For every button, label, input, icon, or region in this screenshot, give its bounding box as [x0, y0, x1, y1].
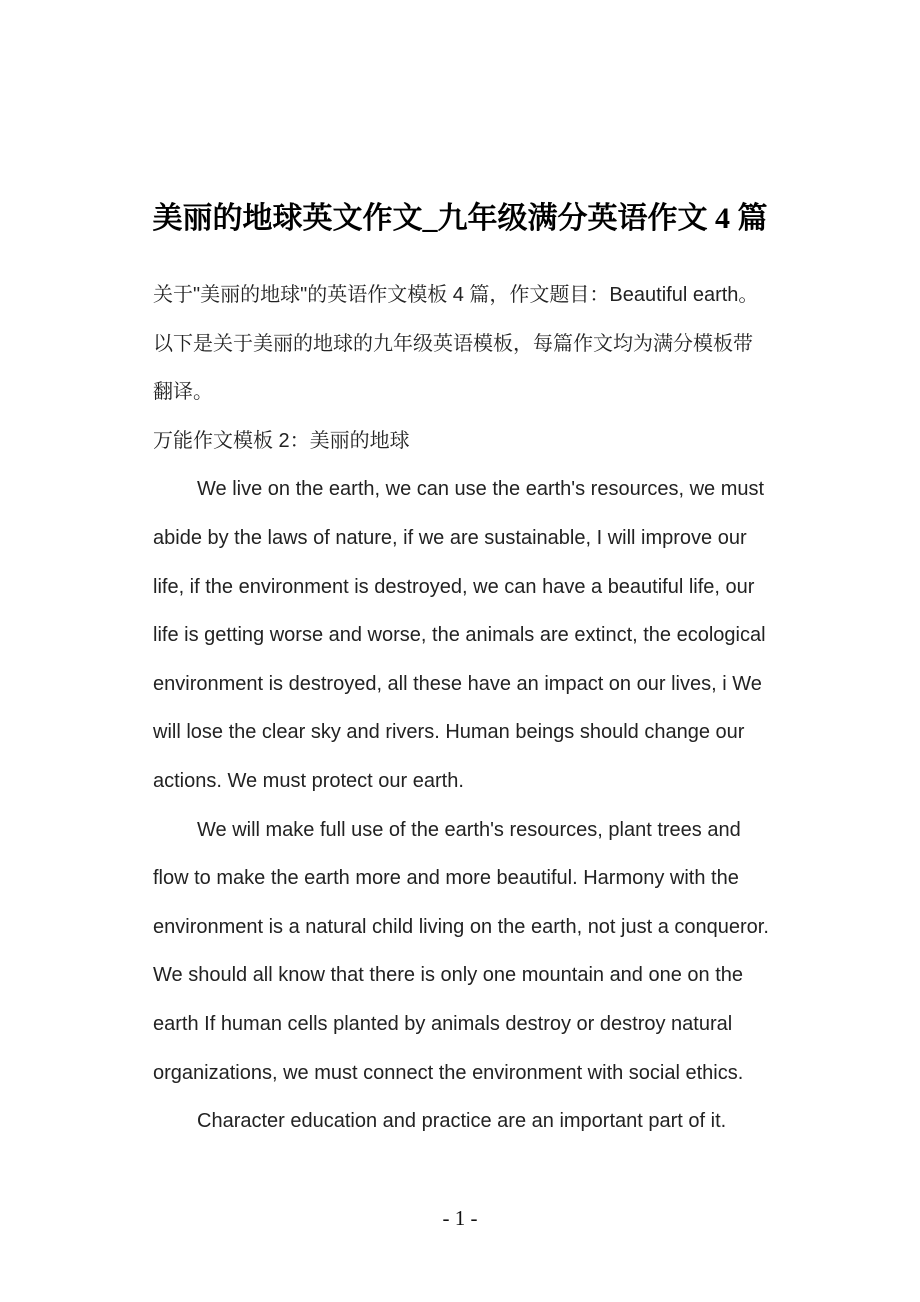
- text-line: 翻译。: [153, 381, 213, 404]
- text-line: Character education and practice are an important part of it.: [197, 1110, 727, 1133]
- text-line: life, if the environment is destroyed, we can have a beautiful life, our: [153, 575, 755, 598]
- intro-paragraph: [153, 271, 803, 417]
- text-line: will lose the clear sky and rivers. Human beings should change our: [153, 721, 745, 744]
- text-line: 关于"美丽的地球"的英语作文模板 4 篇，作文题目：Beautiful earth。: [153, 284, 759, 306]
- text-line: actions. We must protect our earth.: [153, 769, 464, 792]
- section-heading-text: 万能作文模板 2：美丽的地球: [153, 429, 410, 452]
- document-title: 美丽的地球英文作文_九年级满分英语作文 4 篇: [152, 202, 768, 235]
- text-line: organizations, we must connect the environment with social ethics.: [153, 1061, 744, 1084]
- essay-paragraph-2: [153, 806, 803, 1098]
- essay-paragraph-3: [153, 1097, 803, 1146]
- text-line: We live on the earth, we can use the earth's resources, we must: [197, 478, 765, 501]
- text-line: flow to make the earth more and more beautiful. Harmony with the: [153, 867, 739, 890]
- text-line: environment is destroyed, all these have an impact on our lives, i We: [153, 672, 762, 695]
- section-heading: [153, 417, 803, 466]
- page-footer: [0, 1206, 920, 1231]
- text-line: life is getting worse and worse, the animals are extinct, the ecological: [153, 624, 766, 647]
- text-line: We should all know that there is only one mountain and one on the: [153, 964, 744, 987]
- text-line: 以下是关于美丽的地球的九年级英语模板，每篇作文均为满分模板带: [153, 332, 753, 355]
- essay-paragraph-1: [153, 465, 803, 805]
- text-line: abide by the laws of nature, if we are sustainable, I will improve our: [153, 526, 747, 549]
- page-number: - 1 -: [442, 1206, 478, 1230]
- text-line: We will make full use of the earth's resources, plant trees and: [197, 818, 741, 841]
- text-line: environment is a natural child living on the earth, not just a conqueror.: [153, 915, 769, 938]
- document-body: [153, 271, 803, 1146]
- text-line: earth If human cells planted by animals destroy or destroy natural: [153, 1012, 733, 1035]
